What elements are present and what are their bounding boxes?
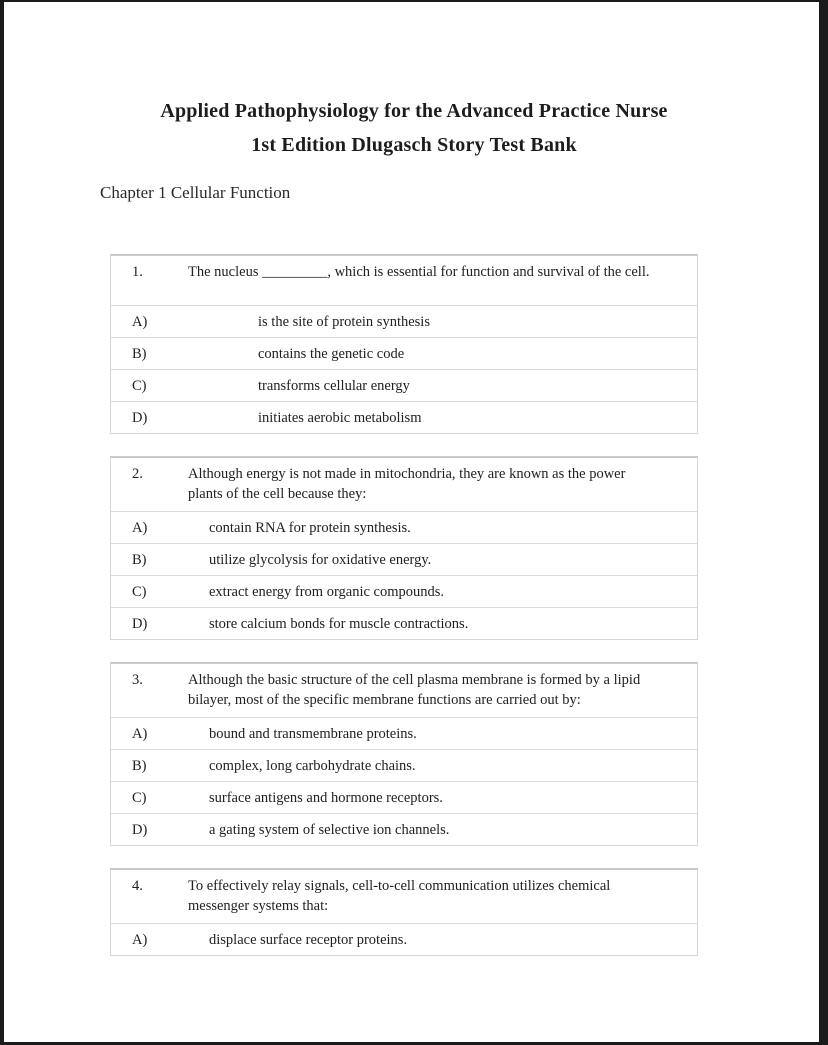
question-row	[111, 458, 697, 511]
option-row	[111, 543, 697, 575]
document-title-line2: 1st Edition Dlugasch Story Test Bank	[251, 134, 577, 156]
option-row	[111, 575, 697, 607]
question-number: 3.	[132, 672, 143, 688]
option-row	[111, 749, 697, 781]
option-letter: C)	[132, 789, 147, 806]
option-row	[111, 401, 697, 433]
option-row	[111, 813, 697, 845]
option-row	[111, 717, 697, 749]
option-letter: B)	[132, 345, 147, 362]
option-text: displace surface receptor proteins.	[209, 931, 408, 948]
question-row	[111, 870, 697, 923]
chapter-heading: Chapter 1 Cellular Function	[100, 183, 291, 202]
option-text: initiates aerobic metabolism	[258, 409, 422, 426]
question-number: 1.	[132, 264, 143, 280]
question-row	[111, 256, 697, 305]
option-text: utilize glycolysis for oxidative energy.	[209, 551, 432, 568]
question-row	[111, 664, 697, 717]
screenshot-top-edge	[0, 0, 828, 2]
question-text: The nucleus _________, which is essential for function and survival of the cell.	[188, 264, 650, 280]
option-text: complex, long carbohydrate chains.	[209, 757, 416, 774]
document-title-line1: Applied Pathophysiology for the Advanced Practice Nurse	[160, 100, 668, 122]
option-text: store calcium bonds for muscle contractions.	[209, 615, 469, 632]
option-row	[111, 305, 697, 337]
question-number: 2.	[132, 466, 143, 482]
option-row	[111, 923, 697, 955]
option-text: surface antigens and hormone receptors.	[209, 789, 443, 806]
option-letter: D)	[132, 821, 148, 838]
option-text: transforms cellular energy	[258, 377, 410, 394]
option-text: contains the genetic code	[258, 345, 405, 362]
question-text: Although energy is not made in mitochondria, they are known as the power plants of the cell because they:	[188, 466, 626, 502]
question-text: Although the basic structure of the cell plasma membrane is formed by a lipid bilayer, most of the specific membrane functions are carried out by:	[188, 672, 641, 708]
option-row	[111, 337, 697, 369]
option-letter: D)	[132, 615, 148, 632]
option-letter: A)	[132, 313, 148, 330]
option-text: contain RNA for protein synthesis.	[209, 519, 411, 536]
option-text: is the site of protein synthesis	[258, 313, 430, 330]
option-row	[111, 511, 697, 543]
option-text: extract energy from organic compounds.	[209, 583, 445, 600]
document-title	[0, 94, 828, 162]
option-letter: C)	[132, 377, 147, 394]
question-4-table	[110, 868, 698, 956]
question-number: 4.	[132, 878, 143, 894]
question-1-table	[110, 254, 698, 434]
option-text: bound and transmembrane proteins.	[209, 725, 417, 742]
option-letter: B)	[132, 551, 147, 568]
option-letter: A)	[132, 519, 148, 536]
option-row	[111, 369, 697, 401]
question-3-table	[110, 662, 698, 846]
questions-area	[110, 254, 698, 978]
option-row	[111, 607, 697, 639]
option-text: a gating system of selective ion channels.	[209, 821, 450, 838]
option-row	[111, 781, 697, 813]
option-letter: D)	[132, 409, 148, 426]
option-letter: A)	[132, 725, 148, 742]
question-2-table	[110, 456, 698, 640]
option-letter: A)	[132, 931, 148, 948]
option-letter: B)	[132, 757, 147, 774]
question-text: To effectively relay signals, cell-to-cell communication utilizes chemical messenger systems that:	[188, 878, 611, 914]
option-letter: C)	[132, 583, 147, 600]
